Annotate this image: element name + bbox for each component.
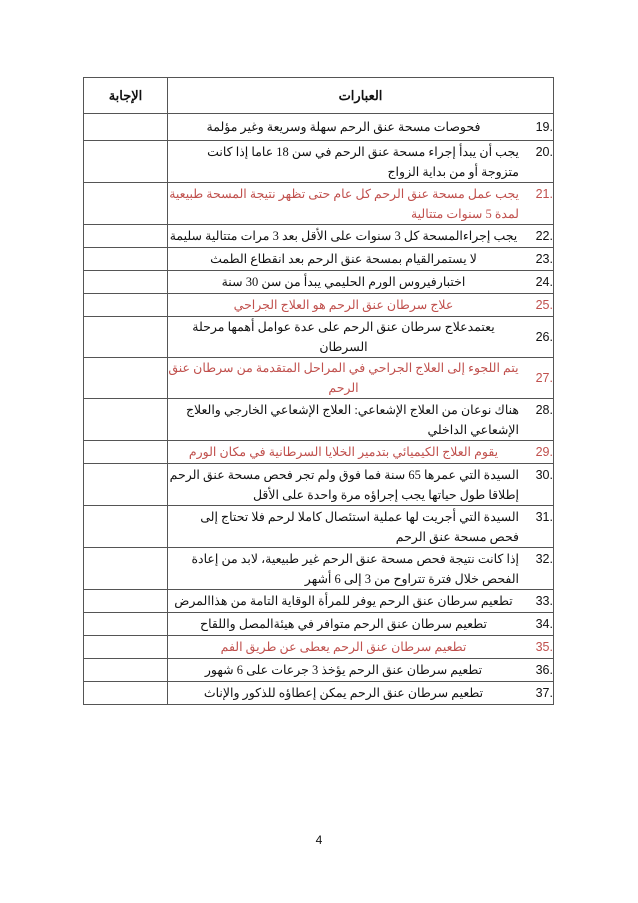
statement-number: 20. bbox=[535, 144, 553, 159]
statement-text: تطعيم سرطان عنق الرحم متوافر في هيئةالمصل واللقاح bbox=[200, 617, 487, 631]
table-row bbox=[84, 399, 554, 441]
table-row bbox=[84, 590, 554, 613]
table-row bbox=[84, 441, 554, 464]
answer-cell[interactable] bbox=[84, 271, 168, 294]
answer-cell[interactable] bbox=[84, 141, 168, 183]
answer-cell[interactable] bbox=[84, 248, 168, 271]
answer-cell[interactable] bbox=[84, 294, 168, 317]
statement-number: 25. bbox=[535, 298, 553, 312]
statement-cell bbox=[168, 114, 554, 141]
statement-cell bbox=[168, 659, 554, 682]
statement-text: لا يستمرالقيام بمسحة عنق الرحم بعد انقطاع الطمث bbox=[210, 252, 477, 266]
table-row bbox=[84, 248, 554, 271]
statement-cell bbox=[168, 183, 554, 225]
answer-cell[interactable] bbox=[84, 590, 168, 613]
table-body bbox=[84, 114, 554, 705]
table-row bbox=[84, 659, 554, 682]
answer-cell[interactable] bbox=[84, 506, 168, 548]
statement-text: اختبارفيروس الورم الحليمي يبدأ من سن 30 سنة bbox=[221, 275, 466, 289]
table-row bbox=[84, 506, 554, 548]
statement-cell bbox=[168, 682, 554, 705]
answer-cell[interactable] bbox=[84, 548, 168, 590]
statement-cell bbox=[168, 636, 554, 659]
questions-table bbox=[83, 77, 554, 705]
statement-cell bbox=[168, 590, 554, 613]
table-row bbox=[84, 141, 554, 183]
table-row bbox=[84, 317, 554, 358]
statements-header: العبارات bbox=[168, 78, 554, 114]
statement-text: يجب أن يبدأ إجراء مسحة عنق الرحم في سن 18 عاما إذا كانت متزوجة أو من بداية الزواج bbox=[207, 144, 519, 179]
answer-cell[interactable] bbox=[84, 613, 168, 636]
statement-text: تطعيم سرطان عنق الرحم يوفر للمرأة الوقاية التامة من هذاالمرض bbox=[174, 594, 513, 608]
statement-cell bbox=[168, 317, 554, 358]
table-row bbox=[84, 548, 554, 590]
statement-number: 27. bbox=[535, 371, 553, 385]
table-row bbox=[84, 464, 554, 506]
statement-cell bbox=[168, 358, 554, 399]
statement-cell bbox=[168, 248, 554, 271]
statement-number: 36. bbox=[535, 663, 553, 677]
statement-number: 22. bbox=[535, 229, 553, 243]
statement-number: 34. bbox=[535, 617, 553, 631]
statement-number: 28. bbox=[535, 402, 553, 417]
statement-cell bbox=[168, 441, 554, 464]
statement-cell bbox=[168, 225, 554, 248]
answer-cell[interactable] bbox=[84, 358, 168, 399]
statement-cell bbox=[168, 613, 554, 636]
statement-text: يتم اللجوء إلى العلاج الجراحي في المراحل المتقدمة من سرطان عنق الرحم bbox=[168, 361, 519, 395]
statement-text: تطعيم سرطان عنق الرحم يمكن إعطاؤه للذكور والإناث bbox=[203, 686, 484, 700]
statement-text: السيدة التي عمرها 65 سنة فما فوق ولم تجر فحص مسحة عنق الرحم إطلاقا طول حياتها يجب إجراؤه مرة واحدة على الأقل bbox=[169, 467, 519, 502]
table-row bbox=[84, 636, 554, 659]
answer-cell[interactable] bbox=[84, 464, 168, 506]
statement-text: يجب إجراءالمسحة كل 3 سنوات على الأقل بعد 3 مرات متتالية سليمة bbox=[169, 229, 518, 243]
statement-text: يقوم العلاج الكيميائي بتدمير الخلايا السرطانية في مكان الورم bbox=[188, 445, 499, 459]
answer-cell[interactable] bbox=[84, 682, 168, 705]
statement-cell bbox=[168, 506, 554, 548]
statement-number: 35. bbox=[535, 640, 553, 654]
statement-cell bbox=[168, 294, 554, 317]
table-row bbox=[84, 682, 554, 705]
answer-cell[interactable] bbox=[84, 399, 168, 441]
statement-text: يعتمدعلاج سرطان عنق الرحم على عدة عوامل أهمها مرحلة السرطان bbox=[192, 320, 495, 354]
statement-number: 21. bbox=[535, 186, 553, 201]
answer-cell[interactable] bbox=[84, 317, 168, 358]
table-row bbox=[84, 613, 554, 636]
answer-cell[interactable] bbox=[84, 114, 168, 141]
statement-cell bbox=[168, 399, 554, 441]
statement-number: 37. bbox=[535, 686, 553, 700]
answer-cell[interactable] bbox=[84, 636, 168, 659]
table-row bbox=[84, 358, 554, 399]
answer-cell[interactable] bbox=[84, 441, 168, 464]
statement-number: 26. bbox=[535, 330, 553, 344]
statement-cell bbox=[168, 141, 554, 183]
answer-cell[interactable] bbox=[84, 183, 168, 225]
table-header-row bbox=[84, 78, 554, 114]
statement-number: 24. bbox=[535, 275, 553, 289]
statement-text: السيدة التي أجريت لها عملية استئصال كاملا لرحم فلا تحتاج إلى فحص مسحة عنق الرحم bbox=[200, 509, 519, 544]
statement-text: فحوصات مسحة عنق الرحم سهلة وسريعة وغير مؤلمة bbox=[206, 120, 481, 134]
statement-number: 31. bbox=[535, 509, 553, 524]
statement-text: تطعيم سرطان عنق الرحم يعطى عن طريق الفم bbox=[220, 640, 467, 654]
table-row bbox=[84, 114, 554, 141]
statement-text: هناك نوعان من العلاج الإشعاعي: العلاج الإشعاعي الخارجي والعلاج الإشعاعي الداخلي bbox=[185, 402, 519, 437]
statement-number: 32. bbox=[535, 551, 553, 566]
statement-number: 30. bbox=[535, 467, 553, 482]
table-row bbox=[84, 271, 554, 294]
statement-text: علاج سرطان عنق الرحم هو العلاج الجراحي bbox=[233, 298, 454, 312]
table-row bbox=[84, 294, 554, 317]
answer-cell[interactable] bbox=[84, 659, 168, 682]
table-row bbox=[84, 225, 554, 248]
statement-number: 19. bbox=[535, 120, 553, 134]
table-row bbox=[84, 183, 554, 225]
answer-cell[interactable] bbox=[84, 225, 168, 248]
statement-number: 33. bbox=[535, 594, 553, 608]
statement-number: 23. bbox=[535, 252, 553, 266]
statement-text: تطعيم سرطان عنق الرحم يؤخذ 3 جرعات على 6 شهور bbox=[204, 663, 483, 677]
statement-text: إذا كانت نتيجة فحص مسحة عنق الرحم غير طبيعية، لابد من إعادة الفحص خلال فترة تتراوح من 3 إلى 6 أشهر bbox=[191, 551, 519, 586]
statement-text: يجب عمل مسحة عنق الرحم كل عام حتى تظهر نتيجة المسحة طبيعية لمدة 5 سنوات متتالية bbox=[169, 186, 519, 221]
statement-cell bbox=[168, 548, 554, 590]
statement-number: 29. bbox=[535, 445, 553, 459]
answer-header: الإجابة bbox=[84, 78, 168, 114]
page-number: 4 bbox=[315, 833, 323, 847]
statement-cell bbox=[168, 271, 554, 294]
statement-cell bbox=[168, 464, 554, 506]
